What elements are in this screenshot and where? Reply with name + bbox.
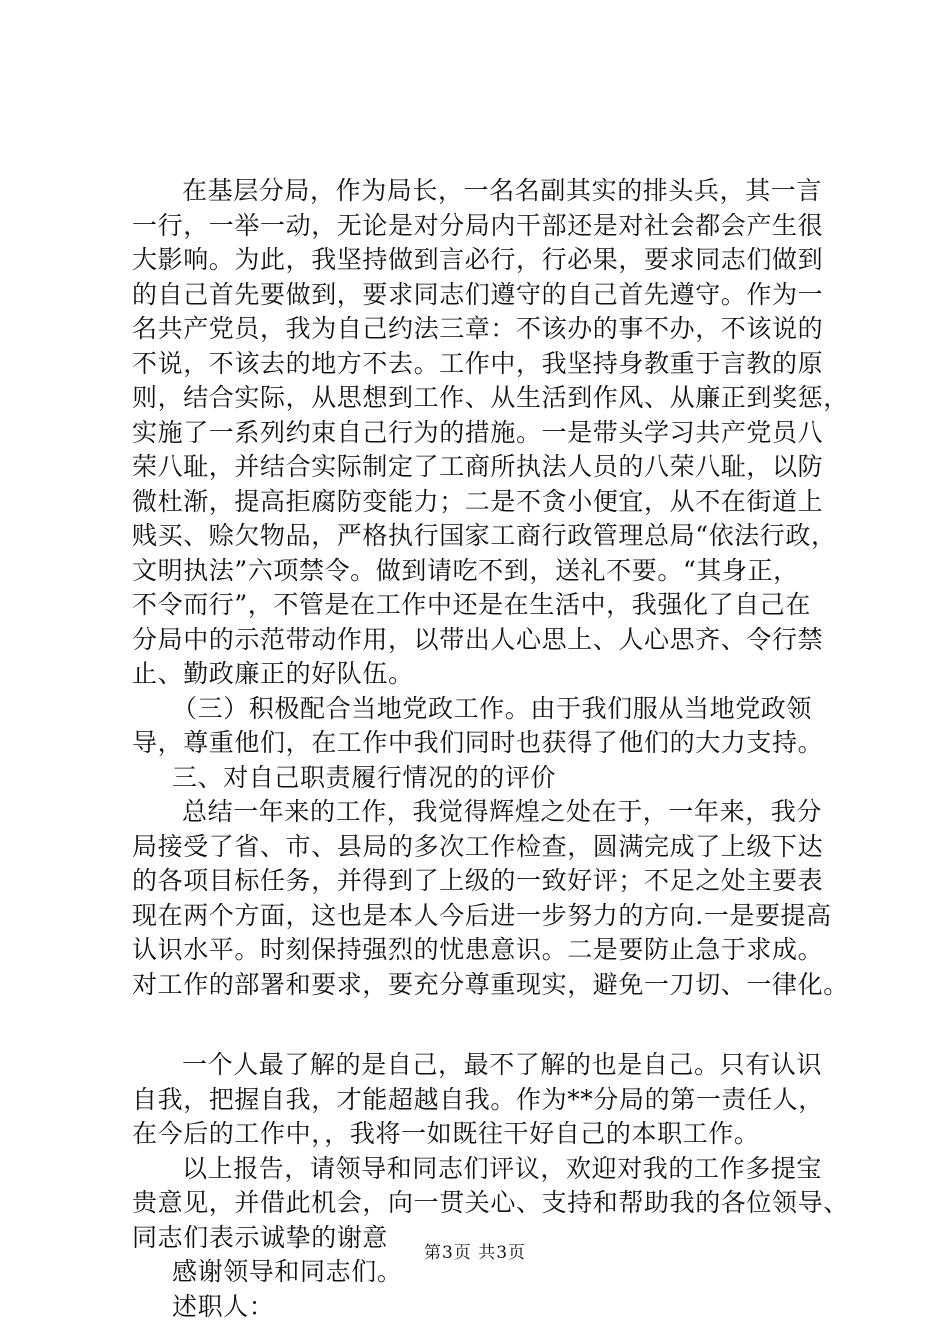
paragraph-line: 对工作的部署和要求，要充分尊重现实，避免一刀切、一律化。: [132, 969, 849, 999]
paragraph-gap: [132, 1002, 852, 1048]
paragraph-line: 的自己首先要做到，要求同志们遵守的自己首先遵守。作为一: [132, 279, 824, 309]
section-heading-line: （三）积极配合当地党政工作。由于我们服从当地党政领: [172, 693, 813, 723]
paragraph-line: 荣八耻，并结合实际制定了工商所执法人员的八荣八耻，以防: [132, 452, 824, 481]
paragraph-line: 在基层分局，作为局长，一名名副其实的排头兵，其一言: [182, 176, 823, 205]
paragraph-line: 认识水平。时刻保持强烈的忧患意识。二是要防止急于求成。: [132, 935, 824, 964]
signature-label: 述职人：: [172, 1291, 275, 1321]
paragraph-line: 自我，把握自我，才能超越自我。作为**分局的第一责任人，: [132, 1084, 824, 1114]
paragraph-line: 止、勤政廉正的好队伍。: [132, 659, 414, 688]
paragraph-line: 不令而行”，不管是在工作中还是在生活中，我强化了自己在: [132, 590, 811, 619]
paragraph-line: 总结一年来的工作，我觉得辉煌之处在于，一年来，我分: [182, 797, 823, 826]
paragraph-line: 大影响。为此，我坚持做到言必行，行必果，要求同志们做到: [132, 245, 824, 274]
paragraph-line: 局接受了省、市、县局的多次工作检查，圆满完成了上级下达: [132, 831, 824, 861]
paragraph-line: 名共产党员，我为自己约法三章：不该办的事不办，不该说的: [132, 314, 824, 343]
paragraph-line: 贵意见，并借此机会，向一贯关心、支持和帮助我的各位领导、: [132, 1188, 849, 1217]
paragraph-line: 则，结合实际，从思想到工作、从生活到作风、从廉正到奖惩，: [132, 383, 849, 412]
paragraph-line: 导，尊重他们，在工作中我们同时也获得了他们的大力支持。: [132, 728, 824, 757]
paragraph-line: 同志们表示诚挚的谢意: [132, 1222, 389, 1252]
paragraph-line: 贱买、赊欠物品，严格执行国家工商行政管理总局“依法行政，: [132, 521, 837, 550]
closing-line: 感谢领导和同志们。: [172, 1257, 403, 1286]
paragraph-line: 微杜渐，提高拒腐防变能力；二是不贪小便宜，从不在街道上: [132, 486, 824, 516]
section-heading: 三、对自己职责履行情况的的评价: [172, 762, 557, 792]
paragraph-line: 分局中的示范带动作用，以带出人心思上、人心思齐、令行禁: [132, 624, 824, 654]
paragraph-line: 的各项目标任务，并得到了上级的一致好评；不足之处主要表: [132, 866, 824, 895]
paragraph-line: 一行，一举一动，无论是对分局内干部还是对社会都会产生很: [132, 210, 824, 240]
paragraph-line: 实施了一系列约束自己行为的措施。一是带头学习共产党员八: [132, 417, 824, 447]
paragraph-line: 文明执法”六项禁令。做到请吃不到，送礼不要。“其身正，: [132, 555, 799, 585]
paragraph-line: 在今后的工作中，，我将一如既往干好自己的本职工作。: [132, 1119, 760, 1148]
paragraph-line: 不说，不该去的地方不去。工作中，我坚持身教重于言教的原: [132, 348, 824, 378]
document-body: [132, 174, 852, 1324]
paragraph-line: 现在两个方面，这也是本人今后进一步努力的方向.一是要提高: [132, 900, 832, 930]
paragraph-line: 一个人最了解的是自己，最不了解的也是自己。只有认识: [182, 1050, 823, 1079]
paragraph-line: 以上报告，请领导和同志们评议，欢迎对我的工作多提宝: [182, 1153, 823, 1183]
page-number-footer: 第3页 共3页: [423, 1243, 527, 1263]
